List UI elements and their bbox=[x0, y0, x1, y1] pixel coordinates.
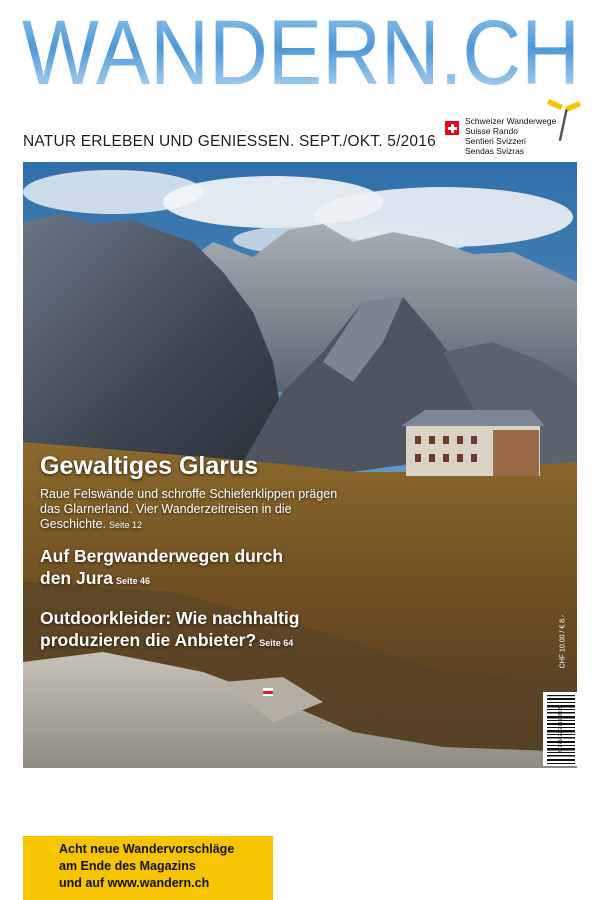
outdoor-story-page: Seite 64 bbox=[259, 638, 294, 648]
banner-line-3: und auf www.wandern.ch bbox=[59, 876, 210, 890]
banner-line-1: Acht neue Wandervorschläge bbox=[59, 842, 235, 856]
price-label bbox=[556, 600, 570, 690]
jura-story bbox=[40, 545, 300, 592]
main-story-page: Seite 12 bbox=[109, 520, 143, 530]
swiss-flag-icon bbox=[445, 121, 459, 135]
publisher-name-it: Sentieri Svizzeri bbox=[465, 136, 526, 146]
main-story-teaser bbox=[40, 487, 350, 533]
banner-line-2: am Ende des Magazins bbox=[59, 859, 196, 873]
main-story-title: Gewaltiges Glarus bbox=[40, 452, 259, 480]
barcode-number: 9 771422 271608 05 bbox=[558, 706, 564, 752]
tagline: NATUR ERLEBEN UND GENIESSEN. SEPT./OKT. 5/2016 bbox=[23, 133, 436, 150]
masthead-logo bbox=[22, 2, 582, 104]
jura-story-page: Seite 46 bbox=[115, 576, 150, 586]
publisher-name-de: Schweizer Wanderwege bbox=[465, 116, 557, 126]
publisher-logo bbox=[445, 111, 585, 161]
outdoor-story bbox=[40, 607, 370, 654]
main-story-description: Raue Felswände und schroffe Schieferklippen prägen das Glarnerland. Vier Wanderzeitreisen in die Geschichte. bbox=[40, 487, 338, 531]
publisher-name-rm: Sendas Svizras bbox=[465, 146, 525, 156]
publisher-name-fr: Suisse Rando bbox=[465, 126, 518, 136]
price-text: CHF 10.00 / € 8.- bbox=[559, 614, 567, 669]
hike-suggestions-banner bbox=[23, 836, 273, 900]
yellow-signpost-icon bbox=[543, 95, 583, 143]
outdoor-story-title: Outdoorkleider: Wie nachhaltig produzieren die Anbieter? bbox=[40, 608, 300, 650]
jura-story-title: Auf Bergwanderwegen durch den Jura bbox=[40, 546, 284, 588]
masthead-title: WANDERN.CH bbox=[22, 2, 580, 104]
banner-text bbox=[59, 841, 234, 892]
